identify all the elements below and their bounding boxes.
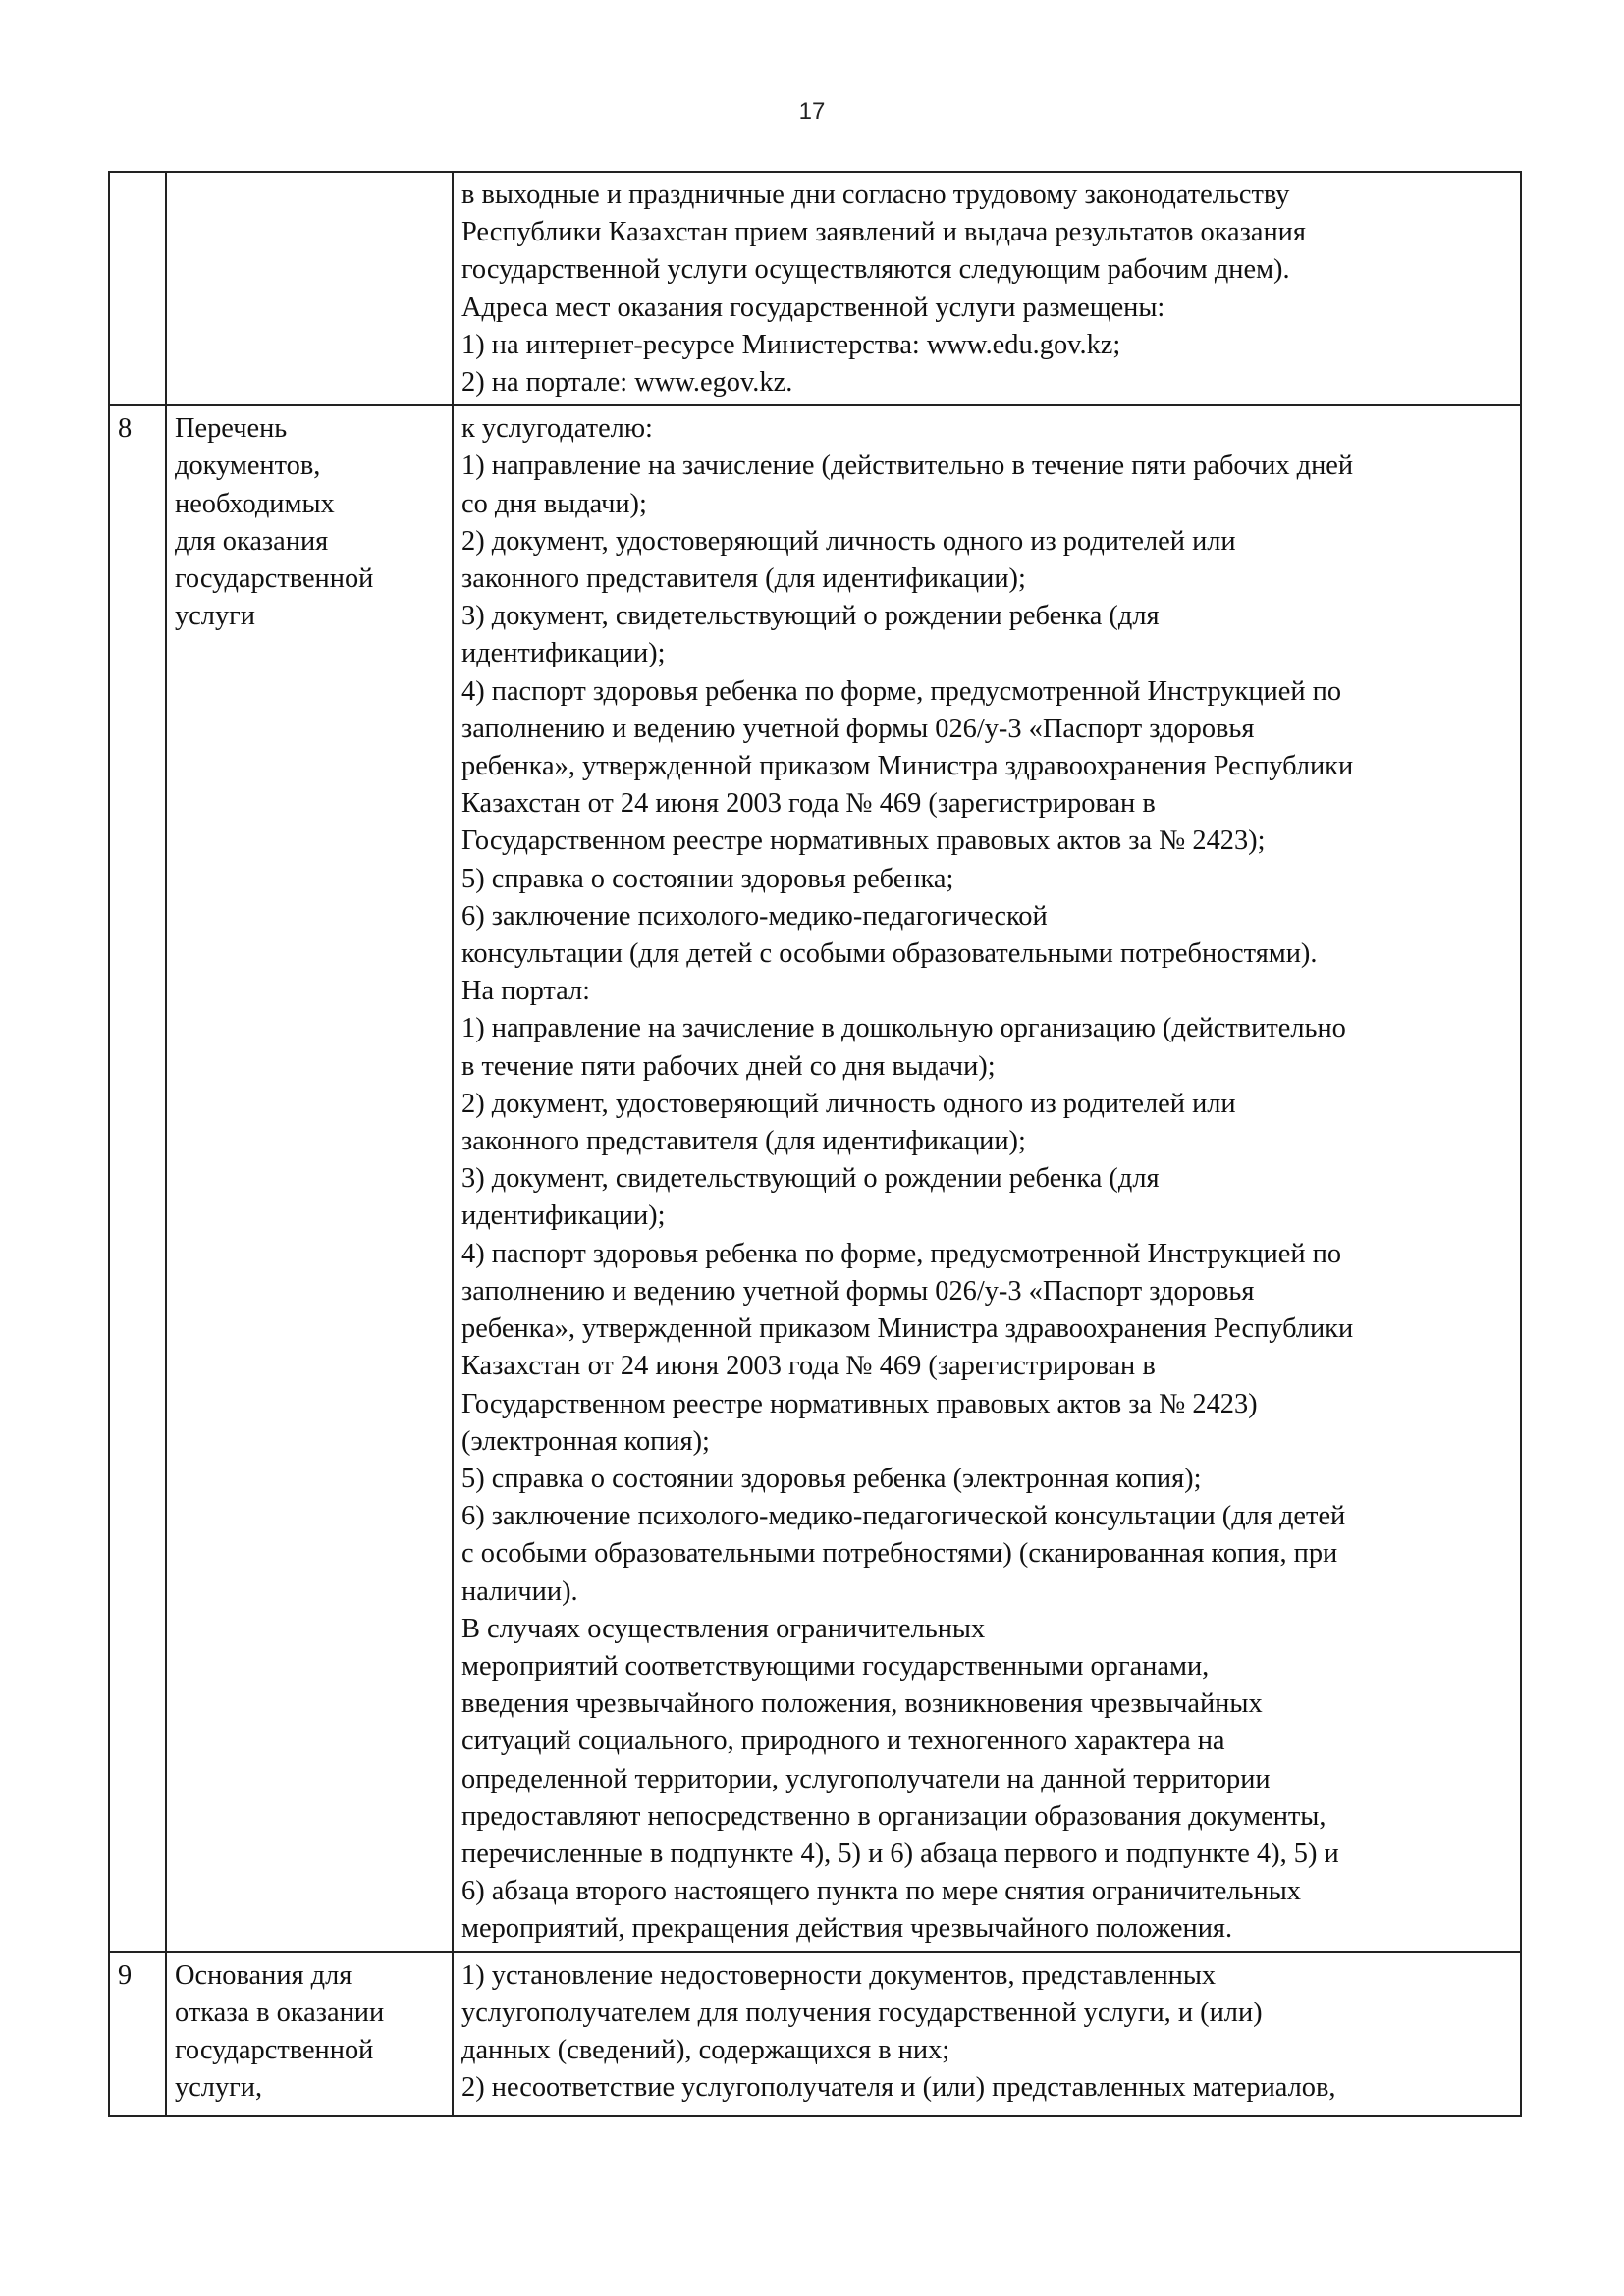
table-row — [109, 172, 1521, 405]
row-title: Перечень документов, необходимых для оказания государственной услуги — [166, 405, 453, 1951]
page-number: 17 — [798, 98, 826, 125]
row-content: 1) установление недостоверности документов, представленных услугополучателем для получения государственной услуги, и (или) данных (сведений), содержащихся в них; 2) несоответствие услугополучателя и (или) представленных материалов, — [453, 1952, 1521, 2116]
row-number — [109, 172, 166, 405]
row-title: Основания для отказа в оказании государственной услуги, — [166, 1952, 453, 2116]
table-row — [109, 405, 1521, 1951]
row-content: к услугодателю: 1) направление на зачисление (действительно в течение пяти рабочих дней со дня выдачи); 2) документ, удостоверяющий личность одного из родителей или законного представителя (для идентификации); 3) документ, свидетельствующий о рождении ребенка (для идентификации); 4) паспорт здоровья ребенка по форме, предусмотренной Инструкцией по заполнению и ведению учетной формы 026/у-3 «Паспорт здоровья ребенка», утвержденной приказом Министра здравоохранения Республики Казахстан от 24 июня 2003 года № 469 (зарегистрирован в Государственном реестре нормативных правовых актов за № 2423); 5) справка о состоянии здоровья ребенка; 6) заключение психолого-медико-педагогической консультации (для детей с особыми образовательными потребностями). На портал: 1) направление на зачисление в дошкольную организацию (действительно в течение пяти рабочих дней со дня выдачи); 2) документ, удостоверяющий личность одного из родителей или законного представителя (для идентификации); 3) документ, свидетельствующий о рождении ребенка (для идентификации); 4) паспорт здоровья ребенка по форме, предусмотренной Инструкцией по заполнению и ведению учетной формы 026/у-3 «Паспорт здоровья ребенка», утвержденной приказом Министра здравоохранения Республики Казахстан от 24 июня 2003 года № 469 (зарегистрирован в Государственном реестре нормативных правовых актов за № 2423) (электронная копия); 5) справка о состоянии здоровья ребенка (электронная копия); 6) заключение психолого-медико-педагогической консультации (для детей с особыми образовательными потребностями) (сканированная копия, при наличии). В случаях осуществления ограничительных мероприятий соответствующими государственными органами, введения чрезвычайного положения, возникновения чрезвычайных ситуаций социального, природного и техногенного характера на определенной территории, услугополучатели на данной территории предоставляют непосредственно в организации образования документы, перечисленные в подпункте 4), 5) и 6) абзаца первого и подпункте 4), 5) и 6) абзаца второго настоящего пункта по мере снятия ограничительных мероприятий, прекращения действия чрезвычайного положения. — [453, 405, 1521, 1951]
row-title — [166, 172, 453, 405]
row-number: 9 — [109, 1952, 166, 2116]
services-table — [108, 171, 1522, 2117]
row-content: в выходные и праздничные дни согласно трудовому законодательству Республики Казахстан прием заявлений и выдача результатов оказания государственной услуги осуществляются следующим рабочим днем). Адреса мест оказания государственной услуги размещены: 1) на интернет-ресурсе Министерства: www.edu.gov.kz; 2) на портале: www.egov.kz. — [453, 172, 1521, 405]
row-number: 8 — [109, 405, 166, 1951]
table-row — [109, 1952, 1521, 2116]
